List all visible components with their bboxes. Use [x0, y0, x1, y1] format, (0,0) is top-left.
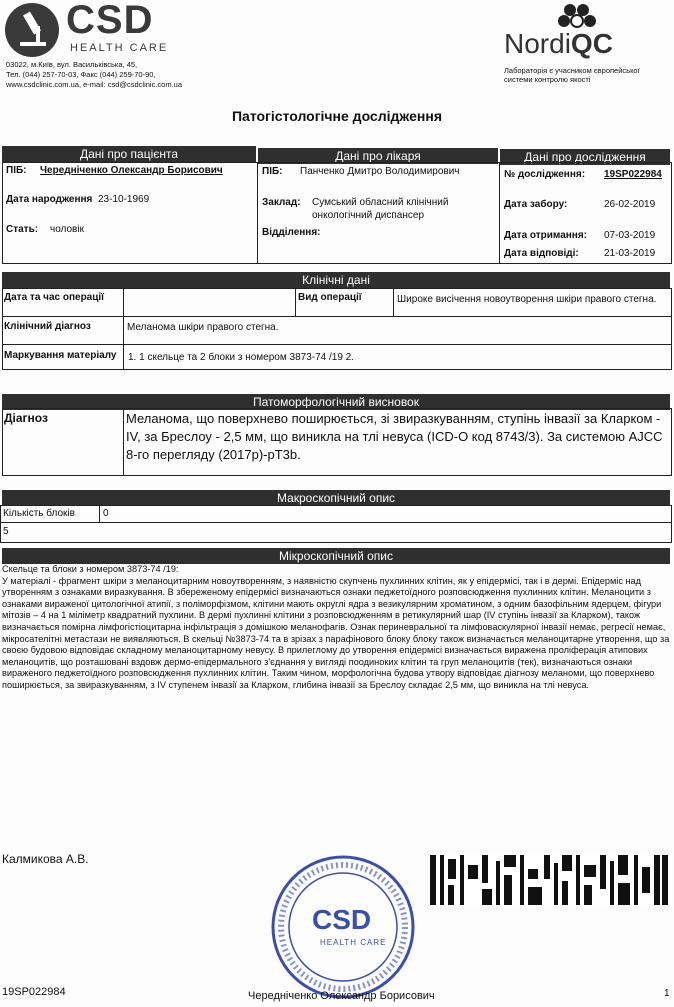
- diagnosis-text: Меланома, що поверхнево поширюється, зі звиразкуванням, ступінь інвазії за Кларком - IV, за Бреслоу - 2,5 мм, що виникла на тлі невуса (ICD-O код 8743/3). За системою AJCC 8-го перегляду (2017р)-pT3b.: [126, 411, 663, 462]
- study-id-label: № дослідження:: [504, 169, 586, 180]
- responded-date: 21-03-2019: [604, 248, 656, 259]
- csd-logo: [4, 2, 174, 60]
- nordiqc-description: Лабораторія є учасником європейської системи контролю якості: [504, 66, 640, 84]
- doctor-name-label: ПІБ:: [262, 166, 283, 177]
- op-type-value: Широке висічення новоутворення шкіри правого стегна.: [397, 294, 657, 305]
- micro-line-1: Скельце та блоки з номером 3873-74 /19:: [2, 564, 179, 574]
- macro-block: [0, 505, 672, 543]
- clinical-diagnosis-label: Клінічний діагноз: [4, 321, 91, 332]
- datamatrix-barcode: [430, 855, 668, 905]
- diagnosis-label: Діагноз: [4, 411, 48, 425]
- micro-description: [2, 564, 670, 692]
- clinical-section-header: Клінічні дані: [2, 272, 670, 288]
- stamp-subtext: HEALTH CARE: [320, 938, 387, 947]
- received-label: Дата отримання:: [504, 230, 588, 241]
- doctor-name: Панченко Дмитро Володимирович: [300, 166, 460, 177]
- address-line: Тел. (044) 257-70-03, Факс (044) 259-70-90,: [6, 70, 156, 79]
- macro-section-header: Макроскопічний опис: [2, 490, 670, 506]
- sex-value: чоловік: [50, 224, 84, 235]
- page-title: Патогістологічне дослідження: [231, 108, 442, 124]
- micro-text: У матеріалі - фрагмент шкіри з меланоцитарним новоутворенням, з наявністю скупчень пухлинних клітин, як у епідермісі, так і в дермі. Епідерміс над утворенням з ознаками виразкування. В збереженому епідермісі визначаються ознаки педжетоїдного розповсюдження пухлинних клітин. Меланоцити з ознаками вираженої цитологічної атипії, з поліморфізмом, клітини мають округлі ядра з везикулярним хроматином, з одним базофільним ядерцем, фігури мітозів – 4 на 1 міліметр квадратний пухлини. В дермі пухлинні клітини з розповсюдженням в ретикулярний шар (IV ступінь інвазії за Кларком), також визначається помірна лімфогістіоцитарна інфільтрація з домішкою меланофагів. Ознак периневральної та лімфоваскулярної інвазії немає, регресії немає, мікросателітні метастази не виявляються. В скельці №3873-74 та в зрізах з парафінового блоку блоку також визначається меланоцитарне утворення, що за своєю будовою відповідає складному меланоцитарному невусу. В прилеглому до утворення епідермісі визначається виражена проліферація атипових меланоцитів, що розташовані вздовж дермо-епідермального з'єднання у вигляді поодиноких клітин та груп меланоцитів (тек), визначаються ознаки вираженого педжетоїдного розповсюдження пухлинних клітин. Таким чином, морфологічна будова утвору відповідає діагнозу меланоми, що поверхнево поширюється, за звиразкуванням, з IV ступенем інвазії за Кларком, глибина інвазії за Бреслоу складає 2,5 мм, що виникла на тлі невуса.: [2, 575, 670, 690]
- patient-section-header: Дані про пацієнта: [2, 146, 256, 162]
- signer-name: Калмикова А.В.: [2, 852, 89, 866]
- responded-label: Дата відповіді:: [504, 248, 579, 259]
- dob-label: Дата народження: [6, 194, 93, 205]
- collected-date: 26-02-2019: [604, 199, 656, 210]
- department-label: Відділення:: [262, 227, 321, 238]
- op-type-label: Вид операції: [298, 292, 362, 303]
- op-date-label: Дата та час операції: [4, 292, 104, 303]
- patient-name: Чередніченко Олександр Борисович: [40, 165, 223, 176]
- patient-name-label: ПІБ:: [6, 165, 27, 176]
- footer-patient-name: Чередніченко Олександр Борисович: [248, 990, 435, 1002]
- address-line: 03022, м.Київ, вул. Васильківська, 45,: [6, 60, 138, 69]
- blocks-value: 0: [103, 508, 109, 519]
- doctor-section-header: Дані про лікаря: [258, 148, 498, 164]
- page-number: 1: [664, 988, 670, 999]
- facility-line-1: Сумський обласний клінічний: [312, 197, 449, 208]
- marking-label: Маркування матеріалу: [4, 350, 117, 361]
- clinical-diagnosis-value: Меланома шкіри правого стегна.: [127, 322, 279, 333]
- csd-logo-text: CSD: [66, 0, 154, 42]
- facility-label: Заклад:: [262, 197, 301, 208]
- clinic-address: [6, 60, 182, 90]
- received-date: 07-03-2019: [604, 230, 656, 241]
- micro-section-header: Мікроскопічний опис: [2, 548, 670, 564]
- nordiqc-text: NordiQC: [504, 28, 613, 59]
- clinic-stamp: [268, 852, 418, 1002]
- study-section-header: Дані про дослідження: [500, 149, 670, 165]
- blocks-label: Кількість блоків: [3, 508, 75, 519]
- stamp-text: CSD: [312, 904, 372, 935]
- study-id: 19SP022984: [604, 169, 662, 180]
- dob-value: 23-10-1969: [98, 194, 150, 205]
- macro-second-value: 5: [3, 526, 9, 537]
- marking-value: 1. 1 скельце та 2 блоки з номером 3873-74 /19 2.: [128, 352, 355, 363]
- address-line: www.csdclinic.com.ua, e-mail: csd@csdclinic.com.ua: [6, 80, 182, 89]
- csd-logo-subtext: HEALTH CARE: [70, 42, 169, 54]
- pathology-section-header: Патоморфологічний висновок: [2, 394, 670, 410]
- barcode-icon: [430, 855, 668, 905]
- nordiqc-logo: [500, 2, 670, 97]
- footer-study-id: 19SP022984: [2, 986, 66, 998]
- collected-label: Дата забору:: [504, 199, 568, 210]
- microscope-icon: [4, 2, 64, 58]
- sex-label: Стать:: [6, 224, 39, 235]
- facility-line-2: онкологічний диспансер: [312, 210, 425, 221]
